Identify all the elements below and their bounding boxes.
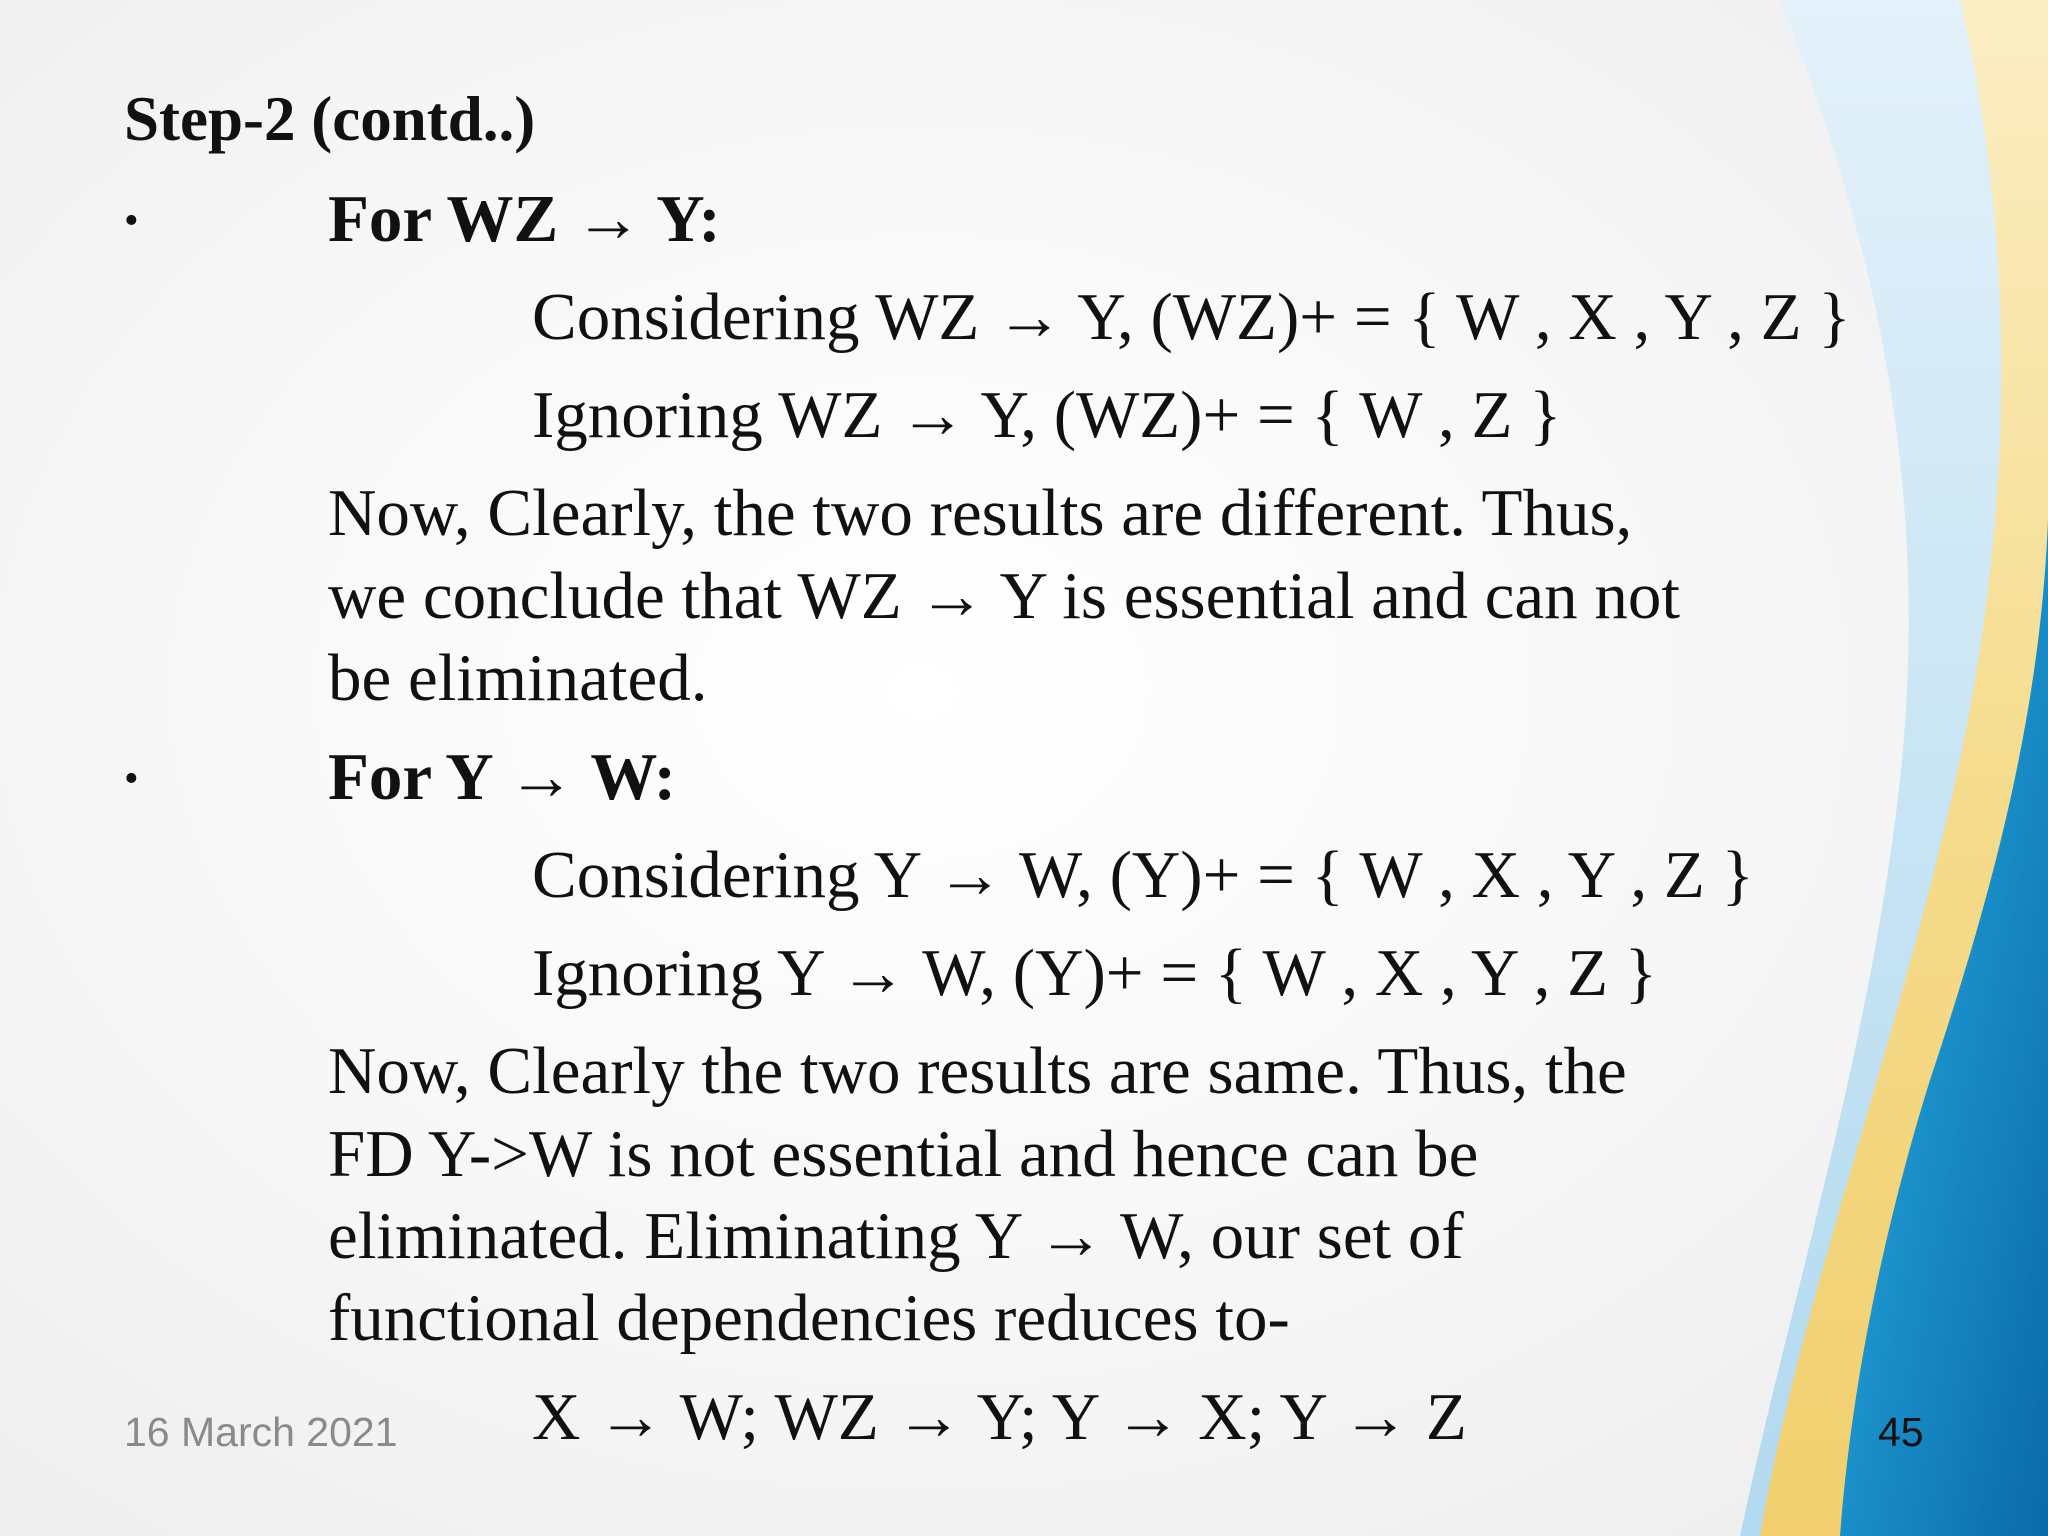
section-heading-wz-y: For WZ → Y:: [328, 182, 721, 256]
bullet-marker: •: [124, 198, 139, 244]
considering-line-y-w: Considering Y → W, (Y)+ = { W , X , Y , Z }: [532, 838, 1754, 912]
bullet-marker: •: [124, 756, 139, 802]
ignoring-line-wz-y: Ignoring WZ → Y, (WZ)+ = { W , Z }: [532, 378, 1562, 452]
section-heading-y-w: For Y → W:: [328, 740, 677, 814]
conclusion-line: Now, Clearly the two results are same. Thus, the: [328, 1034, 1627, 1108]
considering-line-wz-y: Considering WZ → Y, (WZ)+ = { W , X , Y , Z }: [532, 280, 1851, 354]
conclusion-line: we conclude that WZ → Y is essential and can not: [328, 559, 1681, 633]
conclusion-line: functional dependencies reduces to-: [328, 1281, 1290, 1355]
conclusion-line: be eliminated.: [328, 641, 708, 715]
page-number: 45: [1878, 1409, 1924, 1455]
conclusion-line: Now, Clearly, the two results are different. Thus,: [328, 476, 1633, 550]
conclusion-line: FD Y->W is not essential and hence can be: [328, 1117, 1479, 1191]
conclusion-line: eliminated. Eliminating Y → W, our set of: [328, 1199, 1464, 1273]
slide-title: Step-2 (contd..): [124, 84, 536, 154]
ignoring-line-y-w: Ignoring Y → W, (Y)+ = { W , X , Y , Z }: [532, 936, 1657, 1010]
reduced-fd-set: X → W; WZ → Y; Y → X; Y → Z: [532, 1380, 1467, 1454]
footer-date: 16 March 2021: [124, 1409, 398, 1455]
